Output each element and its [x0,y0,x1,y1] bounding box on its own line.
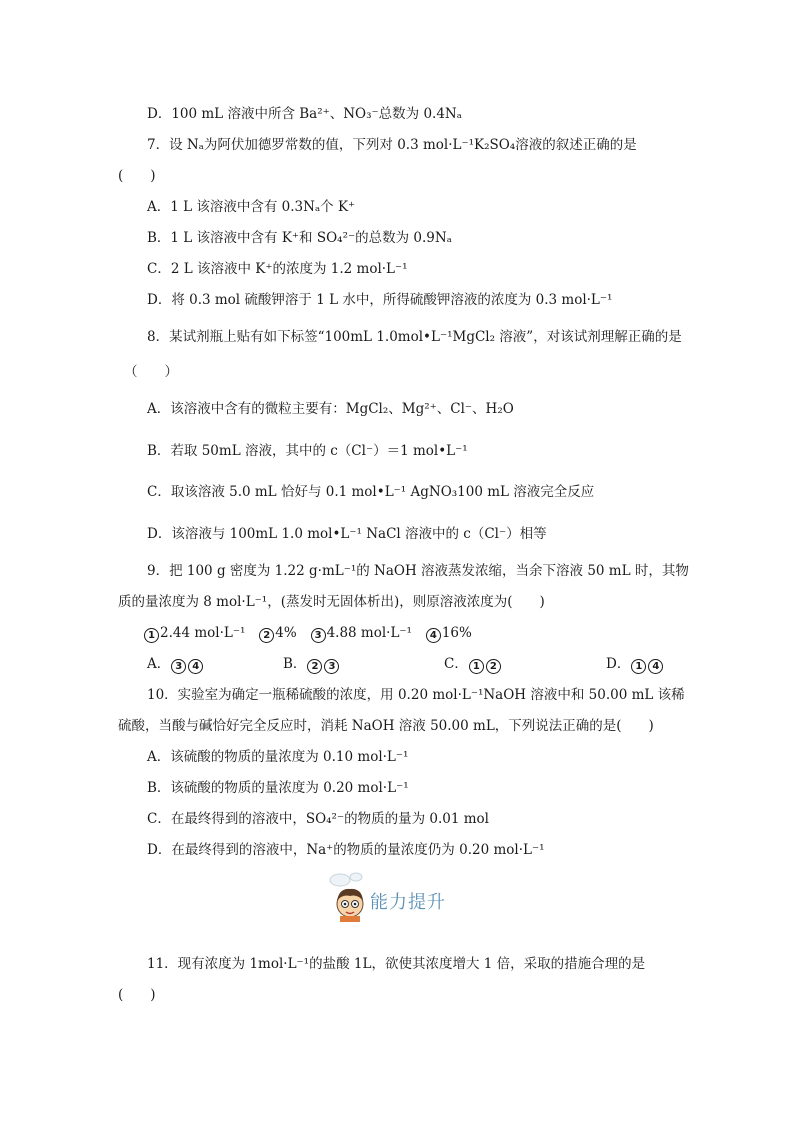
q9-choice-4: 16% [441,625,472,641]
circled-4: 4 [426,628,441,643]
circled-1: 1 [469,659,484,674]
q8-option-c: C．取该溶液 5.0 mL 恰好与 0.1 mol•L⁻¹ AgNO₃100 mL 溶液完全反应 [147,484,595,500]
q9-choice-2: 4% [275,625,297,641]
q9-choice-1: 2.44 mol·L⁻¹ [160,625,246,641]
circled-4: 4 [648,659,663,674]
q9-stem-line2: 质的量浓度为 8 mol·L⁻¹，(蒸发时无固体析出)，则原溶液浓度为( ) [118,594,545,610]
cartoon-student-icon [326,872,372,922]
q7-option-a: A．1 L 该溶液中含有 0.3Nₐ个 K⁺ [147,199,356,215]
q11-paren: ( ) [118,987,156,1003]
circled-2: 2 [307,659,322,674]
q10-stem-line1: 10．实验室为确定一瓶稀硫酸的浓度，用 0.20 mol·L⁻¹NaOH 溶液中和 50.00 mL 该稀 [147,687,685,703]
circled-1: 1 [631,659,646,674]
q7-option-c: C．2 L 该溶液中 K⁺的浓度为 1.2 mol·L⁻¹ [147,261,408,277]
q10-option-d: D．在最终得到的溶液中，Na⁺的物质的量浓度仍为 0.20 mol·L⁻¹ [147,842,545,858]
q9-option-c [444,655,502,674]
q10-option-b: B．该硫酸的物质的量浓度为 0.20 mol·L⁻¹ [147,780,409,796]
circled-2: 2 [259,628,274,643]
q9-option-b-label: B． [283,656,307,672]
q8-stem: 8．某试剂瓶上贴有如下标签“100mL 1.0mol•L⁻¹MgCl₂ 溶液”，对该试剂理解正确的是 [147,329,682,345]
q9-option-a-label: A． [147,656,171,672]
q8-paren: （ ） [124,364,178,380]
q7-option-b: B．1 L 该溶液中含有 K⁺和 SO₄²⁻的总数为 0.9Nₐ [147,230,452,246]
q9-choice-3: 4.88 mol·L⁻¹ [326,625,412,641]
q9-option-d-label: D． [606,656,631,672]
q6-option-d: D．100 mL 溶液中所含 Ba²⁺、NO₃⁻总数为 0.4Nₐ [147,106,462,122]
q7-paren: ( ) [118,168,156,184]
q10-stem-line2: 硫酸，当酸与碱恰好完全反应时，消耗 NaOH 溶液 50.00 mL，下列说法正确的是( ) [118,718,654,734]
q11-stem: 11．现有浓度为 1mol·L⁻¹的盐酸 1L，欲使其浓度增大 1 倍，采取的措施合理的是 [147,956,646,972]
q10-option-a: A．该硫酸的物质的量浓度为 0.10 mol·L⁻¹ [147,749,409,765]
q9-option-b [283,655,340,674]
q8-option-a: A．该溶液中含有的微粒主要有：MgCl₂、Mg²⁺、Cl⁻、H₂O [147,401,514,417]
q7-stem: 7．设 Nₐ为阿伏加德罗常数的值，下列对 0.3 mol·L⁻¹K₂SO₄溶液的叙述正确的是 [147,137,637,153]
section-title: 能力提升 [370,892,446,913]
q7-option-d: D．将 0.3 mol 硫酸钾溶于 1 L 水中，所得硫酸钾溶液的浓度为 0.3 mol·L⁻¹ [147,292,613,308]
q10-option-c: C．在最终得到的溶液中，SO₄²⁻的物质的量为 0.01 mol [147,811,489,827]
section-badge [326,872,466,922]
q9-option-c-label: C． [444,656,468,672]
q8-option-b: B．若取 50mL 溶液，其中的 c（Cl⁻）＝1 mol•L⁻¹ [147,443,468,459]
circled-3: 3 [324,659,339,674]
q9-option-d [606,655,664,674]
circled-3: 3 [171,659,186,674]
circled-3: 3 [311,628,326,643]
q9-option-a [147,655,204,674]
q9-choices [143,624,472,643]
circled-2: 2 [486,659,501,674]
q9-stem-line1: 9．把 100 g 密度为 1.22 g·mL⁻¹的 NaOH 溶液蒸发浓缩，当余下溶液 50 mL 时，其物 [147,563,689,579]
circled-4: 4 [188,659,203,674]
q8-option-d: D．该溶液与 100mL 1.0 mol•L⁻¹ NaCl 溶液中的 c（Cl⁻）相等 [147,526,547,542]
circled-1: 1 [144,628,159,643]
